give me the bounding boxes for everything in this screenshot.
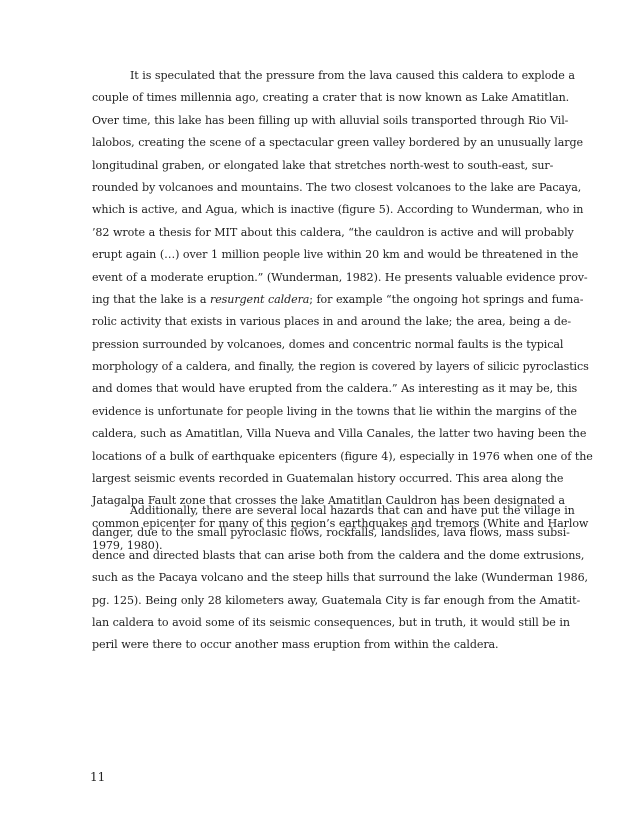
text-line: ’82 wrote a thesis for MIT about this caldera, “the cauldron is active and will probably: [92, 225, 574, 239]
italic-term: resurgent caldera: [210, 292, 310, 306]
text-line: lan caldera to avoid some of its seismic consequences, but in truth, it would still be in: [92, 615, 570, 629]
text-line: Over time, this lake has been filling up with alluvial soils transported through Rio Vil-: [92, 113, 569, 127]
text-line: rolic activity that exists in various places in and around the lake; the area, being a de-: [92, 315, 572, 329]
text-line: Additionally, there are several local hazards that can and have put the village in: [130, 504, 575, 517]
text-line: longitudinal graben, or elongated lake that stretches north-west to south-east, sur-: [92, 158, 554, 172]
text-line-with-italic: [92, 289, 584, 311]
text-line: peril were there to occur another mass eruption from within the caldera.: [92, 638, 499, 652]
text-line: pg. 125). Being only 28 kilometers away, Guatemala City is far enough from the Amatit-: [92, 593, 581, 607]
text-line: and domes that would have erupted from the caldera.” As interesting as it may be, this: [92, 382, 578, 396]
text-line: morphology of a caldera, and finally, the region is covered by layers of silicic pyroclastics: [92, 360, 589, 374]
text-line: caldera, such as Amatitlan, Villa Nueva and Villa Canales, the latter two having been the: [92, 427, 587, 441]
text-line: 1979, 1980).: [92, 539, 163, 553]
text-line: largest seismic events recorded in Guatemalan history occurred. This area along the: [92, 472, 564, 486]
text-line: rounded by volcanoes and mountains. The two closest volcanoes to the lake are Pacaya,: [92, 180, 582, 194]
text-line: locations of a bulk of earthquake epicenters (figure 4), especially in 1976 when one of the: [92, 449, 593, 463]
text-line: erupt again (…) over 1 million people live within 20 km and would be threatened in the: [92, 248, 579, 262]
text-line: danger, due to the small pyroclasic flows, rockfalls, landslides, lava flows, mass subsi-: [92, 526, 570, 540]
text-line: such as the Pacaya volcano and the steep hills that surround the lake (Wunderman 1986,: [92, 571, 588, 585]
paragraph-caldera: [92, 65, 593, 558]
text-line: evidence is unfortunate for people living in the towns that lie within the margins of the: [92, 404, 577, 418]
text-line: pression surrounded by volcanoes, domes and concentric normal faults is the typical: [92, 337, 564, 351]
text-line: couple of times millennia ago, creating a crater that is now known as Lake Amatitlan.: [92, 91, 570, 105]
text-line: common epicenter for many of this region’s earthquakes and tremors (White and Harlow: [92, 516, 589, 530]
paragraph-hazards: [92, 500, 589, 657]
text-line: event of a moderate eruption.” (Wunderman, 1982). He presents valuable evidence prov-: [92, 270, 588, 284]
text-line: dence and directed blasts that can arise both from the caldera and the dome extrusions,: [92, 548, 585, 562]
page-number: 11: [90, 770, 106, 784]
text-line: It is speculated that the pressure from the lava caused this caldera to explode a: [130, 69, 575, 82]
text-line: which is active, and Agua, which is inactive (figure 5). According to Wunderman, who in: [92, 203, 584, 217]
text-line: lalobos, creating the scene of a spectacular green valley bordered by an unusually large: [92, 136, 583, 150]
text-span: ; for example “the ongoing hot springs and fuma-: [309, 292, 584, 306]
text-line: Jatagalpa Fault zone that crosses the lake Amatitlan Cauldron has been designated a: [92, 494, 565, 508]
text-span: ing that the lake is a: [92, 292, 211, 306]
